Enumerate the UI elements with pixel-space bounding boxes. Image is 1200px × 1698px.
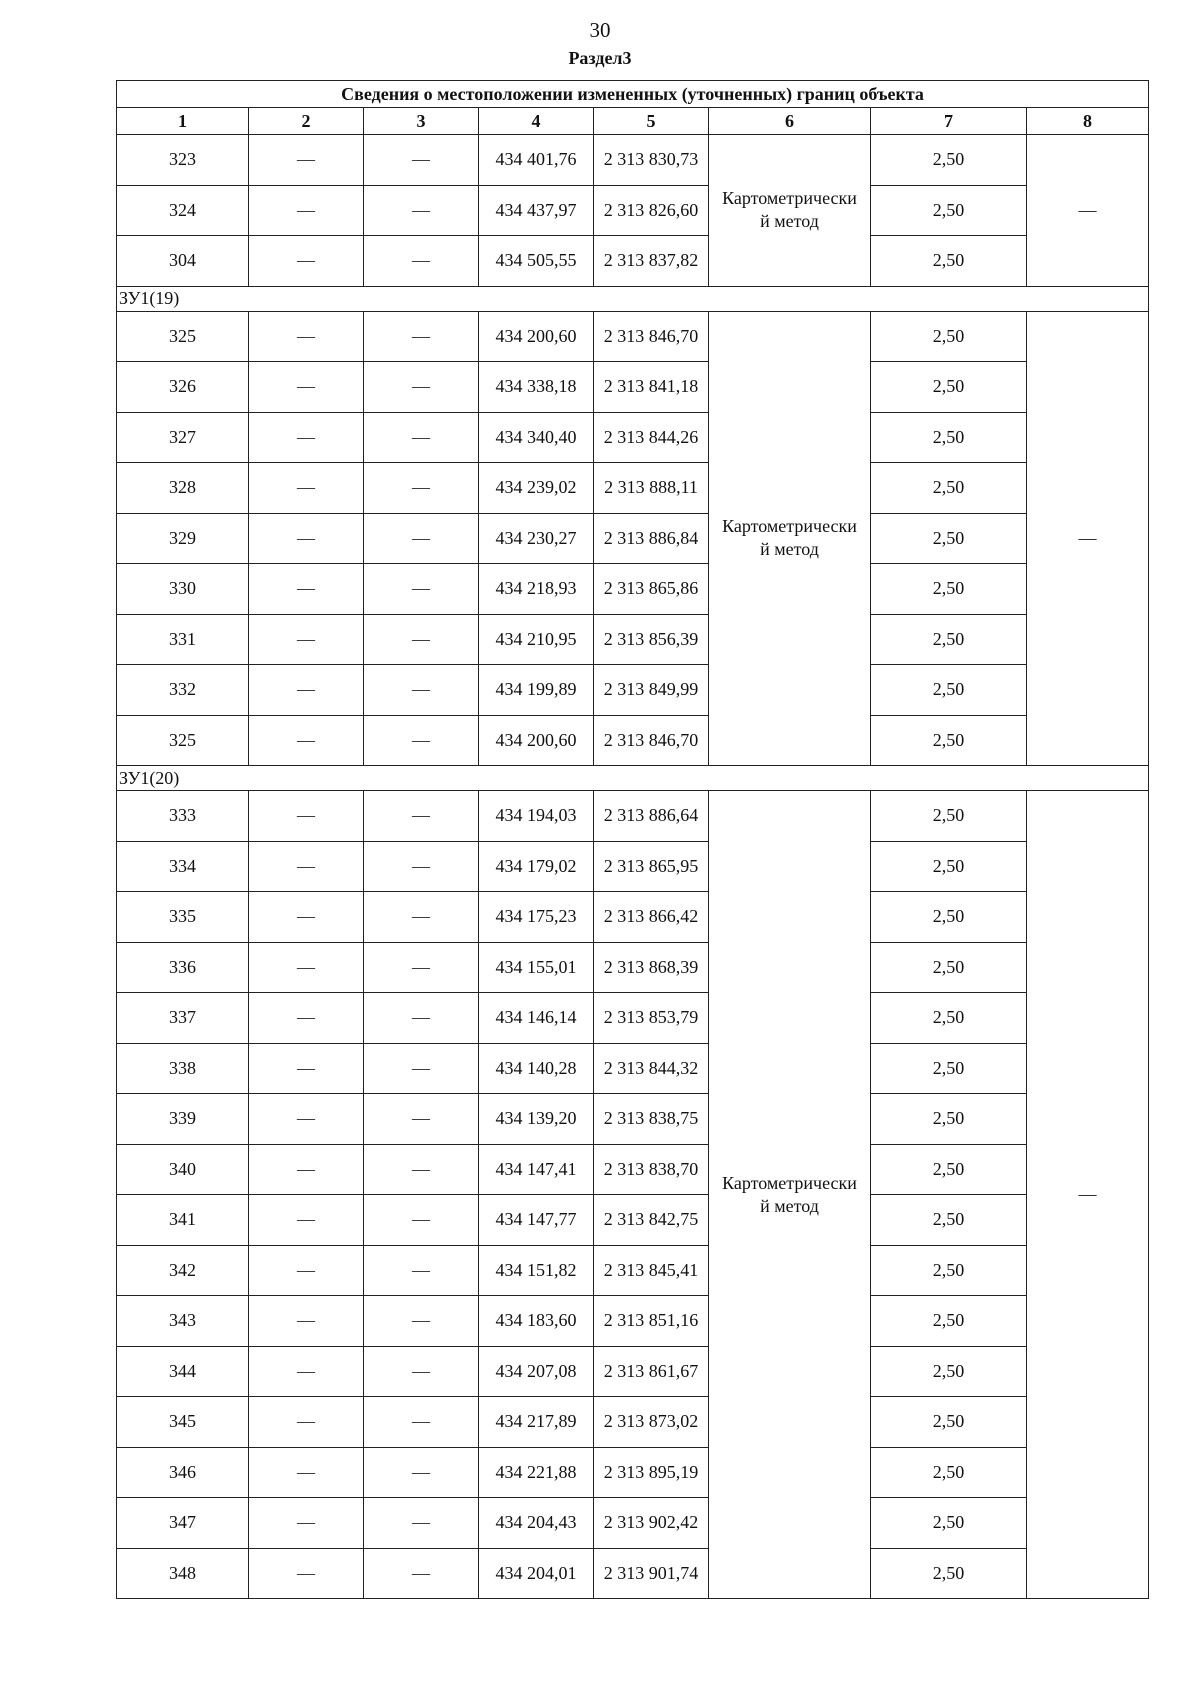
point-number-cell: 335 — [117, 892, 249, 943]
accuracy-cell: 2,50 — [871, 942, 1027, 993]
table-row — [117, 1296, 1149, 1347]
col2-cell: — — [249, 236, 364, 287]
col3-cell: — — [364, 1245, 479, 1296]
x-coordinate-cell: 434 239,02 — [479, 463, 594, 514]
col2-cell: — — [249, 1498, 364, 1549]
x-coordinate-cell: 434 217,89 — [479, 1397, 594, 1448]
y-coordinate-cell: 2 313 901,74 — [594, 1548, 709, 1599]
accuracy-cell: 2,50 — [871, 1498, 1027, 1549]
point-number-cell: 334 — [117, 841, 249, 892]
page-number: 30 — [589, 18, 611, 42]
table-row — [117, 1397, 1149, 1448]
x-coordinate-cell: 434 140,28 — [479, 1043, 594, 1094]
table-row — [117, 1245, 1149, 1296]
y-coordinate-cell: 2 313 873,02 — [594, 1397, 709, 1448]
col3-cell: — — [364, 236, 479, 287]
col2-cell: — — [249, 564, 364, 615]
accuracy-cell: 2,50 — [871, 1043, 1027, 1094]
y-coordinate-cell: 2 313 846,70 — [594, 311, 709, 362]
point-number-cell: 341 — [117, 1195, 249, 1246]
y-coordinate-cell: 2 313 846,70 — [594, 715, 709, 766]
col3-cell: — — [364, 1043, 479, 1094]
column-number: 4 — [479, 108, 594, 135]
point-number-cell: 323 — [117, 135, 249, 186]
y-coordinate-cell: 2 313 856,39 — [594, 614, 709, 665]
y-coordinate-cell: 2 313 888,11 — [594, 463, 709, 514]
col3-cell: — — [364, 564, 479, 615]
boundary-coordinates-table — [116, 80, 1149, 1599]
col2-cell: — — [249, 1296, 364, 1347]
table-caption: Сведения о местоположении измененных (уточненных) границ объекта — [117, 81, 1149, 108]
col3-cell: — — [364, 993, 479, 1044]
accuracy-cell: 2,50 — [871, 236, 1027, 287]
col2-cell: — — [249, 1094, 364, 1145]
accuracy-cell: 2,50 — [871, 135, 1027, 186]
col2-cell: — — [249, 791, 364, 842]
point-number-cell: 340 — [117, 1144, 249, 1195]
col8-dash-cell: — — [1027, 311, 1149, 766]
x-coordinate-cell: 434 340,40 — [479, 412, 594, 463]
table-row — [117, 236, 1149, 287]
table-row — [117, 1346, 1149, 1397]
point-number-cell: 332 — [117, 665, 249, 716]
col2-cell: — — [249, 513, 364, 564]
col3-cell: — — [364, 135, 479, 186]
col3-cell: — — [364, 185, 479, 236]
y-coordinate-cell: 2 313 861,67 — [594, 1346, 709, 1397]
table-row — [117, 311, 1149, 362]
y-coordinate-cell: 2 313 865,86 — [594, 564, 709, 615]
table-row — [117, 993, 1149, 1044]
table-row — [117, 841, 1149, 892]
accuracy-cell: 2,50 — [871, 185, 1027, 236]
method-text-line1: Картометрически — [722, 188, 857, 209]
x-coordinate-cell: 434 194,03 — [479, 791, 594, 842]
point-number-cell: 328 — [117, 463, 249, 514]
point-number-cell: 325 — [117, 715, 249, 766]
col2-cell: — — [249, 1548, 364, 1599]
point-number-cell: 347 — [117, 1498, 249, 1549]
point-number-cell: 304 — [117, 236, 249, 287]
point-number-cell: 338 — [117, 1043, 249, 1094]
table-row — [117, 665, 1149, 716]
point-number-cell: 330 — [117, 564, 249, 615]
col2-cell: — — [249, 715, 364, 766]
column-number: 8 — [1027, 108, 1149, 135]
x-coordinate-cell: 434 207,08 — [479, 1346, 594, 1397]
y-coordinate-cell: 2 313 830,73 — [594, 135, 709, 186]
col3-cell: — — [364, 1447, 479, 1498]
col3-cell: — — [364, 665, 479, 716]
col3-cell: — — [364, 463, 479, 514]
x-coordinate-cell: 434 175,23 — [479, 892, 594, 943]
x-coordinate-cell: 434 401,76 — [479, 135, 594, 186]
accuracy-cell: 2,50 — [871, 665, 1027, 716]
col3-cell: — — [364, 1346, 479, 1397]
accuracy-cell: 2,50 — [871, 564, 1027, 615]
point-number-cell: 324 — [117, 185, 249, 236]
table-row — [117, 614, 1149, 665]
col3-cell: — — [364, 412, 479, 463]
table-row — [117, 1498, 1149, 1549]
point-number-cell: 327 — [117, 412, 249, 463]
accuracy-cell: 2,50 — [871, 1144, 1027, 1195]
section-title: Раздел3 — [568, 48, 632, 68]
point-number-cell: 346 — [117, 1447, 249, 1498]
point-number-cell: 325 — [117, 311, 249, 362]
accuracy-cell: 2,50 — [871, 1296, 1027, 1347]
point-number-cell: 336 — [117, 942, 249, 993]
y-coordinate-cell: 2 313 845,41 — [594, 1245, 709, 1296]
col2-cell: — — [249, 412, 364, 463]
col2-cell: — — [249, 1043, 364, 1094]
col3-cell: — — [364, 513, 479, 564]
y-coordinate-cell: 2 313 886,84 — [594, 513, 709, 564]
col2-cell: — — [249, 841, 364, 892]
table-row — [117, 1548, 1149, 1599]
col3-cell: — — [364, 614, 479, 665]
x-coordinate-cell: 434 147,77 — [479, 1195, 594, 1246]
x-coordinate-cell: 434 210,95 — [479, 614, 594, 665]
y-coordinate-cell: 2 313 865,95 — [594, 841, 709, 892]
x-coordinate-cell: 434 183,60 — [479, 1296, 594, 1347]
x-coordinate-cell: 434 147,41 — [479, 1144, 594, 1195]
point-number-cell: 339 — [117, 1094, 249, 1145]
accuracy-cell: 2,50 — [871, 1094, 1027, 1145]
method-text-line2: й метод — [760, 539, 819, 560]
col3-cell: — — [364, 1094, 479, 1145]
x-coordinate-cell: 434 179,02 — [479, 841, 594, 892]
accuracy-cell: 2,50 — [871, 993, 1027, 1044]
col3-cell: — — [364, 892, 479, 943]
method-cell — [709, 135, 871, 287]
table-row — [117, 564, 1149, 615]
method-cell — [709, 311, 871, 766]
col2-cell: — — [249, 1397, 364, 1448]
x-coordinate-cell: 434 218,93 — [479, 564, 594, 615]
table-row — [117, 412, 1149, 463]
y-coordinate-cell: 2 313 842,75 — [594, 1195, 709, 1246]
col2-cell: — — [249, 311, 364, 362]
table-row — [117, 892, 1149, 943]
accuracy-cell: 2,50 — [871, 513, 1027, 564]
y-coordinate-cell: 2 313 851,16 — [594, 1296, 709, 1347]
method-cell — [709, 791, 871, 1599]
x-coordinate-cell: 434 505,55 — [479, 236, 594, 287]
accuracy-cell: 2,50 — [871, 841, 1027, 892]
point-number-cell: 345 — [117, 1397, 249, 1448]
col2-cell: — — [249, 1346, 364, 1397]
col3-cell: — — [364, 791, 479, 842]
point-number-cell: 343 — [117, 1296, 249, 1347]
col3-cell: — — [364, 362, 479, 413]
y-coordinate-cell: 2 313 886,64 — [594, 791, 709, 842]
col3-cell: — — [364, 1195, 479, 1246]
accuracy-cell: 2,50 — [871, 463, 1027, 514]
x-coordinate-cell: 434 338,18 — [479, 362, 594, 413]
column-number: 5 — [594, 108, 709, 135]
point-number-cell: 342 — [117, 1245, 249, 1296]
group-label-row — [117, 766, 1149, 791]
table-row — [117, 715, 1149, 766]
col2-cell: — — [249, 135, 364, 186]
accuracy-cell: 2,50 — [871, 1397, 1027, 1448]
point-number-cell: 337 — [117, 993, 249, 1044]
y-coordinate-cell: 2 313 853,79 — [594, 993, 709, 1044]
x-coordinate-cell: 434 437,97 — [479, 185, 594, 236]
y-coordinate-cell: 2 313 895,19 — [594, 1447, 709, 1498]
column-number: 7 — [871, 108, 1027, 135]
point-number-cell: 333 — [117, 791, 249, 842]
point-number-cell: 329 — [117, 513, 249, 564]
point-number-cell: 344 — [117, 1346, 249, 1397]
y-coordinate-cell: 2 313 826,60 — [594, 185, 709, 236]
y-coordinate-cell: 2 313 841,18 — [594, 362, 709, 413]
col3-cell: — — [364, 1498, 479, 1549]
group-label-row — [117, 286, 1149, 311]
y-coordinate-cell: 2 313 844,32 — [594, 1043, 709, 1094]
col2-cell: — — [249, 993, 364, 1044]
y-coordinate-cell: 2 313 866,42 — [594, 892, 709, 943]
accuracy-cell: 2,50 — [871, 362, 1027, 413]
accuracy-cell: 2,50 — [871, 1195, 1027, 1246]
x-coordinate-cell: 434 200,60 — [479, 311, 594, 362]
col3-cell: — — [364, 1144, 479, 1195]
table-row — [117, 463, 1149, 514]
x-coordinate-cell: 434 199,89 — [479, 665, 594, 716]
column-number: 6 — [709, 108, 871, 135]
table-body — [117, 135, 1149, 1599]
table-row — [117, 185, 1149, 236]
table-row — [117, 362, 1149, 413]
table-row — [117, 791, 1149, 842]
col3-cell: — — [364, 311, 479, 362]
col2-cell: — — [249, 1195, 364, 1246]
x-coordinate-cell: 434 146,14 — [479, 993, 594, 1044]
x-coordinate-cell: 434 151,82 — [479, 1245, 594, 1296]
y-coordinate-cell: 2 313 838,70 — [594, 1144, 709, 1195]
column-number-row — [117, 108, 1149, 135]
x-coordinate-cell: 434 139,20 — [479, 1094, 594, 1145]
accuracy-cell: 2,50 — [871, 311, 1027, 362]
col2-cell: — — [249, 362, 364, 413]
method-text-line2: й метод — [760, 1195, 819, 1216]
group-label: ЗУ1(20) — [117, 766, 1149, 791]
x-coordinate-cell: 434 204,01 — [479, 1548, 594, 1599]
accuracy-cell: 2,50 — [871, 1346, 1027, 1397]
y-coordinate-cell: 2 313 849,99 — [594, 665, 709, 716]
col3-cell: — — [364, 841, 479, 892]
table-row — [117, 1447, 1149, 1498]
col2-cell: — — [249, 1447, 364, 1498]
accuracy-cell: 2,50 — [871, 1447, 1027, 1498]
col2-cell: — — [249, 892, 364, 943]
accuracy-cell: 2,50 — [871, 892, 1027, 943]
group-label: ЗУ1(19) — [117, 286, 1149, 311]
x-coordinate-cell: 434 200,60 — [479, 715, 594, 766]
col3-cell: — — [364, 1397, 479, 1448]
col2-cell: — — [249, 1245, 364, 1296]
col2-cell: — — [249, 614, 364, 665]
col3-cell: — — [364, 715, 479, 766]
col3-cell: — — [364, 1548, 479, 1599]
y-coordinate-cell: 2 313 838,75 — [594, 1094, 709, 1145]
col3-cell: — — [364, 1296, 479, 1347]
point-number-cell: 331 — [117, 614, 249, 665]
table-row — [117, 1195, 1149, 1246]
col2-cell: — — [249, 665, 364, 716]
point-number-cell: 348 — [117, 1548, 249, 1599]
col2-cell: — — [249, 185, 364, 236]
column-number: 1 — [117, 108, 249, 135]
table-row — [117, 942, 1149, 993]
col3-cell: — — [364, 942, 479, 993]
x-coordinate-cell: 434 204,43 — [479, 1498, 594, 1549]
accuracy-cell: 2,50 — [871, 614, 1027, 665]
accuracy-cell: 2,50 — [871, 1245, 1027, 1296]
x-coordinate-cell: 434 230,27 — [479, 513, 594, 564]
y-coordinate-cell: 2 313 868,39 — [594, 942, 709, 993]
y-coordinate-cell: 2 313 844,26 — [594, 412, 709, 463]
method-text-line1: Картометрически — [722, 516, 857, 537]
y-coordinate-cell: 2 313 837,82 — [594, 236, 709, 287]
method-text-line2: й метод — [760, 211, 819, 232]
col2-cell: — — [249, 463, 364, 514]
method-text-line1: Картометрически — [722, 1172, 857, 1193]
accuracy-cell: 2,50 — [871, 412, 1027, 463]
accuracy-cell: 2,50 — [871, 715, 1027, 766]
point-number-cell: 326 — [117, 362, 249, 413]
y-coordinate-cell: 2 313 902,42 — [594, 1498, 709, 1549]
table-row — [117, 513, 1149, 564]
col8-dash-cell: — — [1027, 135, 1149, 287]
column-number: 2 — [249, 108, 364, 135]
column-number: 3 — [364, 108, 479, 135]
table-row — [117, 1144, 1149, 1195]
table-row — [117, 1043, 1149, 1094]
x-coordinate-cell: 434 221,88 — [479, 1447, 594, 1498]
col8-dash-cell: — — [1027, 791, 1149, 1599]
col2-cell: — — [249, 942, 364, 993]
accuracy-cell: 2,50 — [871, 1548, 1027, 1599]
accuracy-cell: 2,50 — [871, 791, 1027, 842]
x-coordinate-cell: 434 155,01 — [479, 942, 594, 993]
table-row — [117, 135, 1149, 186]
table-row — [117, 1094, 1149, 1145]
col2-cell: — — [249, 1144, 364, 1195]
